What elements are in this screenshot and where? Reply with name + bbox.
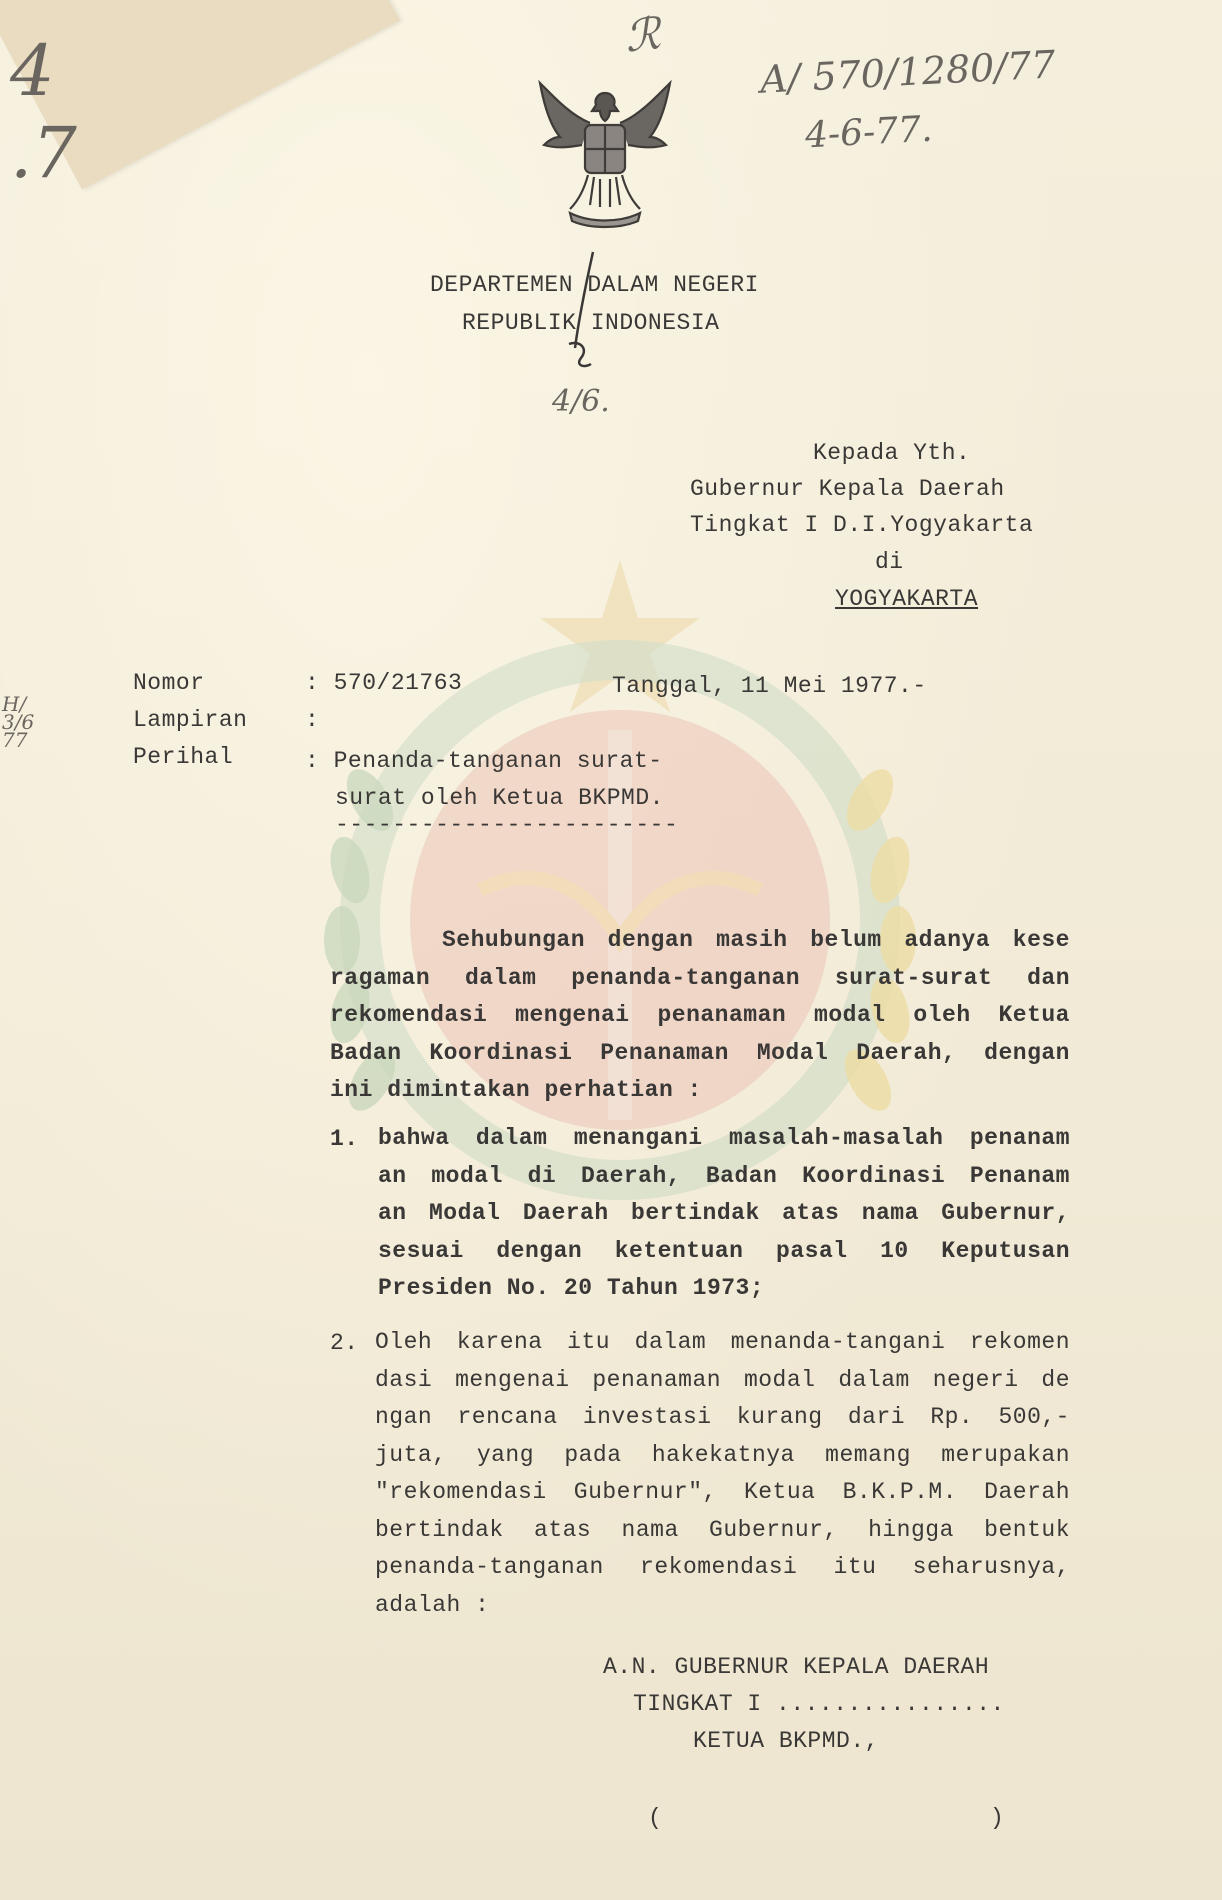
item-1-paragraph	[378, 1120, 1070, 1308]
lampiran-value: :	[305, 707, 320, 733]
item-2-line: Oleh karena itu dalam menanda-tangani rekomen	[375, 1329, 1070, 1355]
margin-note: H/ 3/6 77	[2, 692, 35, 752]
signature-line-1: A.N. GUBERNUR KEPALA DAERAH	[603, 1654, 990, 1680]
perihal-line-1: : Penanda-tanganan surat-	[305, 748, 663, 774]
item-1-line: an Modal Daerah bertindak atas nama Gubernur,	[378, 1200, 1070, 1226]
recipient-line-3: Tingkat I D.I.Yogyakarta	[690, 512, 1034, 538]
item-2-line: adalah :	[375, 1591, 490, 1618]
item-2-line: bertindak atas nama Gubernur, hingga bentuk	[375, 1516, 1070, 1543]
item-1-line: an modal di Daerah, Badan Koordinasi Penanam	[378, 1162, 1070, 1189]
perihal-underline: ------------------------	[335, 812, 679, 838]
handwritten-agenda-number: A/ 570/1280/77	[759, 42, 1057, 102]
signature-paren-open: (	[648, 1805, 663, 1831]
intro-line: ini dimintakan perhatian :	[330, 1077, 702, 1103]
corner-handwriting: 4 .7	[10, 30, 77, 194]
recipient-line-1: Kepada Yth.	[813, 440, 971, 466]
recipient-city: YOGYAKARTA	[835, 586, 979, 612]
handwritten-initial: ℛ	[622, 8, 663, 63]
handwritten-stroke-icon	[555, 248, 615, 398]
intro-line: rekomendasi mengenai penanaman modal oleh Ketua	[330, 1002, 1070, 1028]
handwritten-date: 4-6-77.	[804, 108, 934, 157]
item-2-number: 2.	[330, 1330, 359, 1356]
recipient-line-4: di	[875, 549, 904, 575]
letter-date: Tanggal, 11 Mei 1977.-	[612, 673, 927, 699]
signature-paren-close: )	[990, 1805, 1005, 1831]
signature-line-3: KETUA BKPMD.,	[693, 1728, 879, 1754]
item-2-line: penanda-tanganan rekomendasi itu seharusnya,	[375, 1554, 1070, 1580]
item-1-line: Presiden No. 20 Tahun 1973;	[378, 1275, 765, 1301]
item-1-line: bahwa dalam menangani masalah-masalah penanam	[378, 1125, 1070, 1151]
item-2-line: ngan rencana investasi kurang dari Rp. 500,-	[375, 1404, 1070, 1430]
signature-line-2: TINGKAT I ................	[633, 1691, 1005, 1717]
perihal-label: Perihal	[133, 744, 234, 770]
intro-line: Badan Koordinasi Penanaman Modal Daerah, dengan	[330, 1039, 1070, 1066]
nomor-label: Nomor	[133, 670, 205, 696]
lampiran-label: Lampiran	[133, 707, 248, 733]
intro-paragraph	[330, 922, 1070, 1110]
perihal-line-2: surat oleh Ketua BKPMD.	[335, 785, 664, 811]
item-1-number: 1.	[330, 1126, 359, 1152]
nomor-value: : 570/21763	[305, 670, 463, 696]
handwritten-ref: 4/6.	[552, 384, 610, 419]
garuda-emblem-icon	[530, 75, 680, 235]
intro-line: Sehubungan dengan masih belum adanya kese	[442, 927, 1070, 953]
intro-line: ragaman dalam penanda-tanganan surat-surat dan	[330, 964, 1070, 991]
item-2-line: "rekomendasi Gubernur", Ketua B.K.P.M. Daerah	[375, 1479, 1070, 1505]
recipient-line-2: Gubernur Kepala Daerah	[690, 476, 1005, 502]
item-2-line: dasi mengenai penanaman modal dalam negeri de	[375, 1366, 1070, 1393]
item-1-line: sesuai dengan ketentuan pasal 10 Keputusan	[378, 1237, 1070, 1264]
department-name: DEPARTEMEN DALAM NEGERI	[430, 272, 759, 298]
item-2-line: juta, yang pada hakekatnya memang merupakan	[375, 1441, 1070, 1468]
republic-name: REPUBLIK INDONESIA	[462, 310, 720, 336]
item-2-paragraph	[375, 1324, 1070, 1624]
